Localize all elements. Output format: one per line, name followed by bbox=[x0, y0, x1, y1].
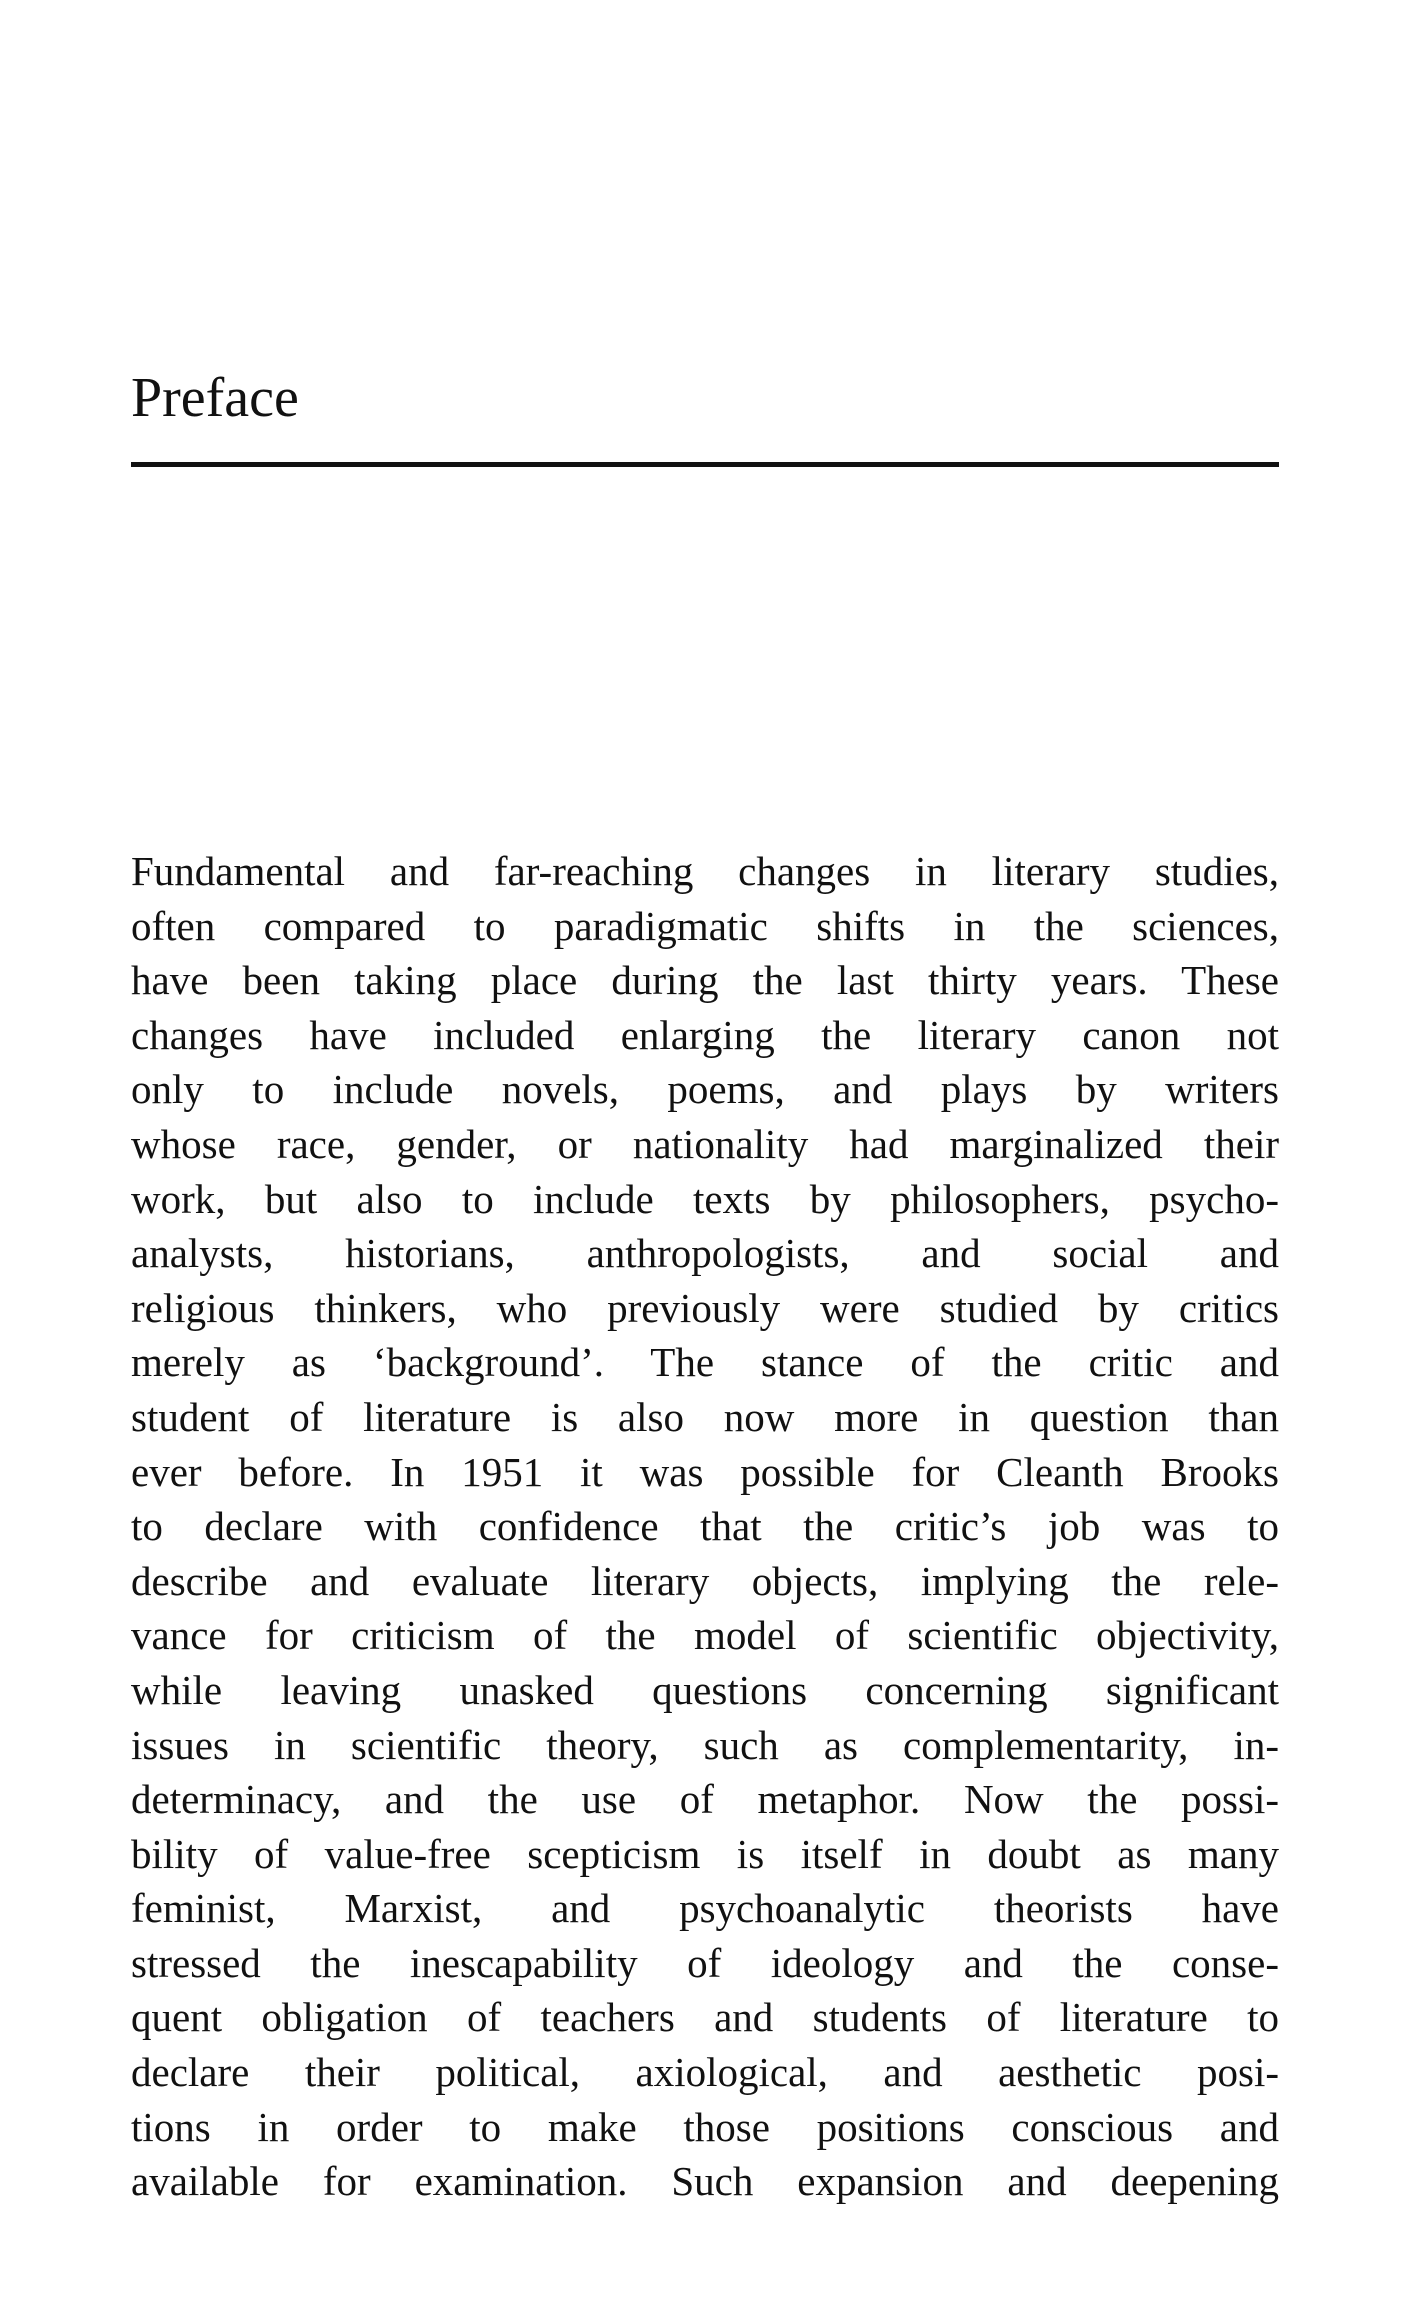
text-line: stressed the inescapability of ideology and the conse- bbox=[131, 1939, 1279, 1986]
text-line: religious thinkers, who previously were studied by critics bbox=[131, 1284, 1279, 1331]
text-line: determinacy, and the use of metaphor. Now the possi- bbox=[131, 1776, 1279, 1823]
text-line: have been taking place during the last thirty years. These bbox=[131, 957, 1279, 1004]
text-line: changes have included enlarging the literary canon not bbox=[131, 1011, 1279, 1058]
text-line: while leaving unasked questions concerning significant bbox=[131, 1666, 1279, 1713]
text-line: only to include novels, poems, and plays by writers bbox=[131, 1066, 1279, 1113]
text-line: to declare with confidence that the critic’s job was to bbox=[131, 1503, 1279, 1550]
page-title: Preface bbox=[131, 367, 299, 429]
text-line: declare their political, axiological, and aesthetic posi- bbox=[131, 2049, 1279, 2096]
text-line: tions in order to make those positions conscious and bbox=[131, 2103, 1279, 2150]
text-line: vance for criticism of the model of scientific objectivity, bbox=[131, 1612, 1279, 1659]
text-line: analysts, historians, anthropologists, and social and bbox=[131, 1230, 1279, 1277]
text-line: work, but also to include texts by philosophers, psycho- bbox=[131, 1175, 1279, 1222]
text-line: quent obligation of teachers and students of literature to bbox=[131, 1994, 1279, 2041]
text-line: available for examination. Such expansion and deepening bbox=[131, 2158, 1279, 2205]
title-rule-divider bbox=[131, 462, 1279, 467]
text-line: whose race, gender, or nationality had marginalized their bbox=[131, 1120, 1279, 1167]
text-line: student of literature is also now more in question than bbox=[131, 1393, 1279, 1440]
text-line: often compared to paradigmatic shifts in the sciences, bbox=[131, 902, 1279, 949]
text-line: merely as ‘background’. The stance of the critic and bbox=[131, 1339, 1279, 1386]
text-line: Fundamental and far-reaching changes in literary studies, bbox=[131, 848, 1279, 894]
text-line: describe and evaluate literary objects, implying the rele- bbox=[131, 1557, 1279, 1604]
text-line: ever before. In 1951 it was possible for Cleanth Brooks bbox=[131, 1448, 1279, 1495]
text-line: issues in scientific theory, such as complementarity, in- bbox=[131, 1721, 1279, 1768]
text-line: feminist, Marxist, and psychoanalytic theorists have bbox=[131, 1885, 1279, 1932]
body-paragraph bbox=[131, 844, 1279, 2209]
text-line: bility of value-free scepticism is itself in doubt as many bbox=[131, 1830, 1279, 1877]
